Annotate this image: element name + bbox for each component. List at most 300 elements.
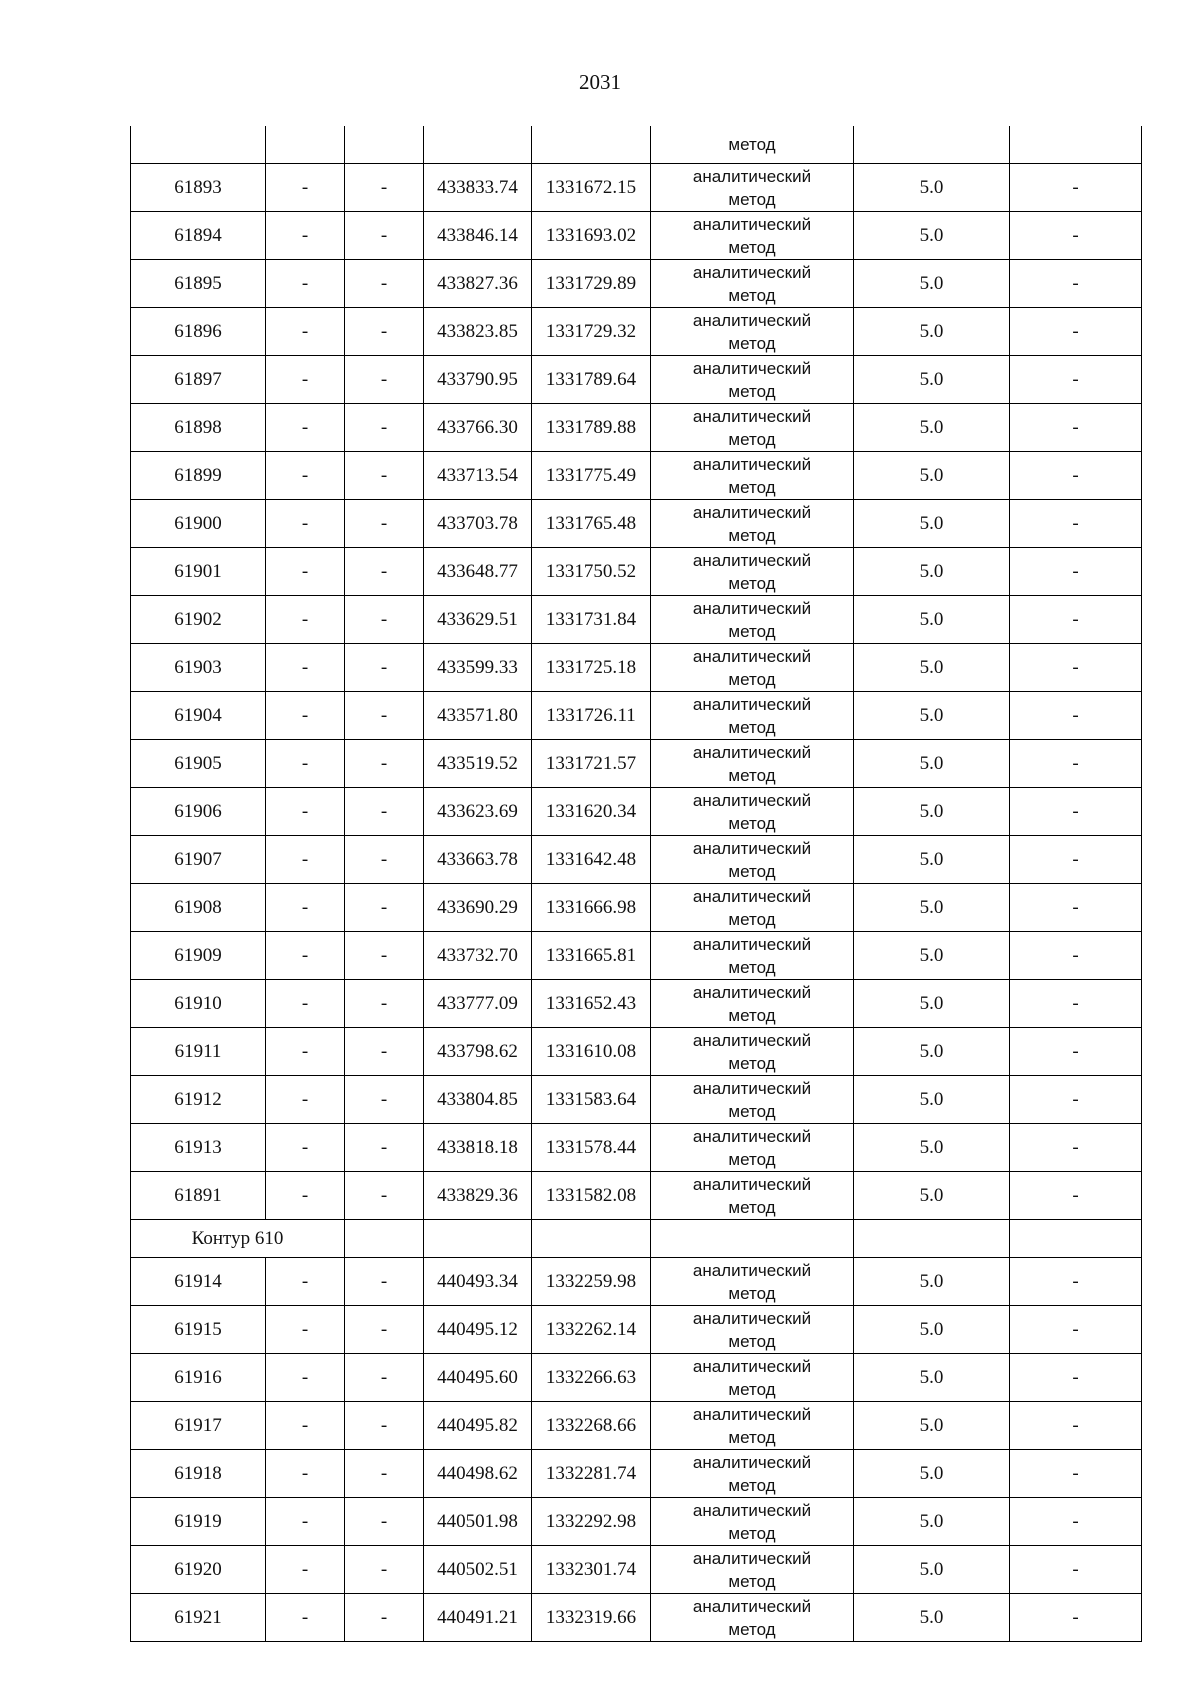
method-line: аналитический [692,406,812,426]
x-coordinate-cell: 440498.62 [424,1450,532,1498]
x-coordinate-cell: 433648.77 [424,548,532,596]
table-row [131,1306,1142,1354]
x-coordinate-cell: 433703.78 [424,500,532,548]
method-cell [651,164,854,212]
dash-cell: - [345,1028,424,1076]
accuracy-cell: 5.0 [854,404,1010,452]
method-line: аналитический [692,454,812,474]
point-number-cell: 61913 [131,1124,266,1172]
dash-cell: - [1010,1306,1142,1354]
table-cell [424,1220,532,1258]
x-coordinate-cell: 433846.14 [424,212,532,260]
method-line: метод [728,1149,776,1169]
dash-cell: - [1010,836,1142,884]
dash-cell: - [345,164,424,212]
x-coordinate-cell: 440495.12 [424,1306,532,1354]
dash-cell: - [345,1402,424,1450]
method-cell [651,308,854,356]
point-number-cell: 61909 [131,932,266,980]
method-line: аналитический [692,1548,812,1568]
accuracy-cell: 5.0 [854,596,1010,644]
table-cell [345,126,424,164]
dash-cell: - [266,1402,345,1450]
y-coordinate-cell: 1331750.52 [532,548,651,596]
point-number-cell: 61916 [131,1354,266,1402]
dash-cell: - [266,1354,345,1402]
method-line: аналитический [692,1174,812,1194]
dash-cell: - [266,308,345,356]
table-row [131,1172,1142,1220]
accuracy-cell: 5.0 [854,212,1010,260]
y-coordinate-cell: 1332319.66 [532,1594,651,1642]
dash-cell: - [266,452,345,500]
method-line: метод [728,237,776,257]
dash-cell: - [345,1306,424,1354]
table-row [131,1076,1142,1124]
method-line: аналитический [692,1308,812,1328]
x-coordinate-cell: 440495.82 [424,1402,532,1450]
dash-cell: - [266,1258,345,1306]
dash-cell: - [266,548,345,596]
dash-cell: - [266,596,345,644]
x-coordinate-cell: 433829.36 [424,1172,532,1220]
dash-cell: - [266,1546,345,1594]
dash-cell: - [345,692,424,740]
dash-cell: - [266,1450,345,1498]
method-line: аналитический [692,694,812,714]
x-coordinate-cell: 433732.70 [424,932,532,980]
y-coordinate-cell: 1332268.66 [532,1402,651,1450]
method-line: метод [728,957,776,977]
dash-cell: - [345,1076,424,1124]
method-line: метод [728,573,776,593]
method-line: аналитический [692,646,812,666]
table-row [131,212,1142,260]
method-line: аналитический [692,886,812,906]
dash-cell: - [1010,404,1142,452]
dash-cell: - [1010,1498,1142,1546]
method-cell [651,740,854,788]
y-coordinate-cell: 1331620.34 [532,788,651,836]
x-coordinate-cell: 433790.95 [424,356,532,404]
point-number-cell: 61897 [131,356,266,404]
accuracy-cell: 5.0 [854,260,1010,308]
dash-cell: - [345,1258,424,1306]
dash-cell: - [345,260,424,308]
x-coordinate-cell: 440501.98 [424,1498,532,1546]
x-coordinate-cell: 433804.85 [424,1076,532,1124]
y-coordinate-cell: 1331789.64 [532,356,651,404]
dash-cell: - [1010,884,1142,932]
accuracy-cell: 5.0 [854,1306,1010,1354]
method-cell [651,788,854,836]
method-line: метод [728,525,776,545]
dash-cell: - [345,1450,424,1498]
x-coordinate-cell: 440502.51 [424,1546,532,1594]
x-coordinate-cell: 433623.69 [424,788,532,836]
method-line: аналитический [692,214,812,234]
point-number-cell: 61905 [131,740,266,788]
method-line: аналитический [692,1356,812,1376]
dash-cell: - [345,836,424,884]
y-coordinate-cell: 1331578.44 [532,1124,651,1172]
dash-cell: - [266,644,345,692]
accuracy-cell: 5.0 [854,836,1010,884]
point-number-cell: 61894 [131,212,266,260]
method-cell [651,692,854,740]
method-line: аналитический [692,742,812,762]
method-line: метод [728,1053,776,1073]
dash-cell: - [1010,260,1142,308]
point-number-cell: 61917 [131,1402,266,1450]
method-line: метод [728,189,776,209]
dash-cell: - [266,164,345,212]
table-row [131,548,1142,596]
method-line: метод [728,1331,776,1351]
table-cell [854,1220,1010,1258]
method-cell [651,980,854,1028]
dash-cell: - [1010,932,1142,980]
y-coordinate-cell: 1331666.98 [532,884,651,932]
accuracy-cell: 5.0 [854,452,1010,500]
dash-cell: - [266,212,345,260]
accuracy-cell: 5.0 [854,1076,1010,1124]
method-line: аналитический [692,358,812,378]
dash-cell: - [266,692,345,740]
method-cell [651,1594,854,1642]
method-line: метод [728,1427,776,1447]
method-line: аналитический [692,1404,812,1424]
x-coordinate-cell: 433629.51 [424,596,532,644]
method-cell [651,404,854,452]
method-line: аналитический [692,550,812,570]
method-line: метод [728,669,776,689]
point-number-cell: 61900 [131,500,266,548]
method-cell [651,596,854,644]
method-cell [651,1402,854,1450]
method-cell [651,1546,854,1594]
y-coordinate-cell: 1331725.18 [532,644,651,692]
dash-cell: - [345,548,424,596]
point-number-cell: 61919 [131,1498,266,1546]
accuracy-cell: 5.0 [854,692,1010,740]
point-number-cell: 61912 [131,1076,266,1124]
point-number-cell: 61911 [131,1028,266,1076]
dash-cell: - [345,740,424,788]
point-number-cell: 61918 [131,1450,266,1498]
table-row [131,1258,1142,1306]
dash-cell: - [1010,212,1142,260]
table-cell [651,1220,854,1258]
dash-cell: - [1010,164,1142,212]
x-coordinate-cell: 433571.80 [424,692,532,740]
method-cell [651,1172,854,1220]
dash-cell: - [1010,692,1142,740]
point-number-cell: 61915 [131,1306,266,1354]
table-cell [854,126,1010,164]
y-coordinate-cell: 1331789.88 [532,404,651,452]
coordinates-table [130,126,1142,1642]
section-row [131,1220,1142,1258]
accuracy-cell: 5.0 [854,356,1010,404]
method-line: аналитический [692,1078,812,1098]
dash-cell: - [345,596,424,644]
method-cell [651,356,854,404]
method-cell [651,1450,854,1498]
dash-cell: - [1010,980,1142,1028]
method-cell [651,884,854,932]
y-coordinate-cell: 1332281.74 [532,1450,651,1498]
x-coordinate-cell: 433833.74 [424,164,532,212]
point-number-cell: 61893 [131,164,266,212]
dash-cell: - [266,740,345,788]
method-line: аналитический [692,790,812,810]
method-line: метод [728,621,776,641]
accuracy-cell: 5.0 [854,932,1010,980]
method-line: аналитический [692,1126,812,1146]
method-line: аналитический [692,1452,812,1472]
dash-cell: - [266,1306,345,1354]
point-number-cell: 61906 [131,788,266,836]
dash-cell: - [266,1172,345,1220]
point-number-cell: 61896 [131,308,266,356]
dash-cell: - [345,452,424,500]
point-number-cell: 61902 [131,596,266,644]
y-coordinate-cell: 1331729.32 [532,308,651,356]
accuracy-cell: 5.0 [854,1402,1010,1450]
dash-cell: - [266,980,345,1028]
y-coordinate-cell: 1331693.02 [532,212,651,260]
method-line: метод [728,1523,776,1543]
accuracy-cell: 5.0 [854,980,1010,1028]
table-row [131,164,1142,212]
table-row [131,1546,1142,1594]
method-line: аналитический [692,310,812,330]
method-line: аналитический [692,1500,812,1520]
table-row [131,644,1142,692]
method-line: аналитический [692,934,812,954]
y-coordinate-cell: 1332262.14 [532,1306,651,1354]
page-number: 2031 [579,70,621,94]
accuracy-cell: 5.0 [854,1172,1010,1220]
accuracy-cell: 5.0 [854,1498,1010,1546]
x-coordinate-cell: 433519.52 [424,740,532,788]
x-coordinate-cell: 433777.09 [424,980,532,1028]
dash-cell: - [266,1076,345,1124]
table-cell [532,1220,651,1258]
y-coordinate-cell: 1331731.84 [532,596,651,644]
y-coordinate-cell: 1331610.08 [532,1028,651,1076]
table-row [131,1498,1142,1546]
table-row [131,836,1142,884]
dash-cell: - [345,980,424,1028]
dash-cell: - [266,836,345,884]
dash-cell: - [345,1172,424,1220]
dash-cell: - [1010,1172,1142,1220]
method-line: метод [728,909,776,929]
method-line: метод [728,1283,776,1303]
dash-cell: - [345,308,424,356]
method-cell [651,1076,854,1124]
table-row [131,932,1142,980]
dash-cell: - [345,1546,424,1594]
point-number-cell: 61898 [131,404,266,452]
table-cell [424,126,532,164]
table-row [131,260,1142,308]
continuation-row [131,126,1142,164]
accuracy-cell: 5.0 [854,1258,1010,1306]
dash-cell: - [266,932,345,980]
dash-cell: - [1010,1028,1142,1076]
method-line: метод [728,285,776,305]
table-row [131,1450,1142,1498]
method-line: метод [728,1619,776,1639]
dash-cell: - [1010,1594,1142,1642]
method-line: метод [728,1101,776,1121]
dash-cell: - [1010,500,1142,548]
point-number-cell: 61903 [131,644,266,692]
section-label: Контур 610 [131,1220,345,1258]
method-line: метод [728,1197,776,1217]
dash-cell: - [345,500,424,548]
method-line: метод [728,477,776,497]
dash-cell: - [266,260,345,308]
method-line: аналитический [692,1596,812,1616]
accuracy-cell: 5.0 [854,788,1010,836]
y-coordinate-cell: 1331721.57 [532,740,651,788]
method-cell [651,1258,854,1306]
dash-cell: - [266,1028,345,1076]
accuracy-cell: 5.0 [854,1546,1010,1594]
dash-cell: - [345,1124,424,1172]
x-coordinate-cell: 433713.54 [424,452,532,500]
table-row [131,356,1142,404]
table-row [131,1124,1142,1172]
table-row [131,884,1142,932]
table-cell [532,126,651,164]
x-coordinate-cell: 440495.60 [424,1354,532,1402]
table-row [131,788,1142,836]
dash-cell: - [345,644,424,692]
dash-cell: - [266,1498,345,1546]
accuracy-cell: 5.0 [854,308,1010,356]
y-coordinate-cell: 1331726.11 [532,692,651,740]
y-coordinate-cell: 1331652.43 [532,980,651,1028]
method-line: метод [728,1475,776,1495]
dash-cell: - [345,212,424,260]
y-coordinate-cell: 1332301.74 [532,1546,651,1594]
dash-cell: - [266,356,345,404]
x-coordinate-cell: 433823.85 [424,308,532,356]
method-line: аналитический [692,1030,812,1050]
dash-cell: - [345,404,424,452]
method-cell [651,1354,854,1402]
method-line: метод [728,717,776,737]
method-line: метод [728,765,776,785]
x-coordinate-cell: 440493.34 [424,1258,532,1306]
method-cell [651,932,854,980]
method-cell [651,452,854,500]
dash-cell: - [1010,740,1142,788]
dash-cell: - [1010,452,1142,500]
x-coordinate-cell: 433599.33 [424,644,532,692]
dash-cell: - [345,932,424,980]
dash-cell: - [266,1124,345,1172]
x-coordinate-cell: 433663.78 [424,836,532,884]
dash-cell: - [266,788,345,836]
accuracy-cell: 5.0 [854,1594,1010,1642]
dash-cell: - [1010,1546,1142,1594]
table-cell [266,126,345,164]
y-coordinate-cell: 1331583.64 [532,1076,651,1124]
method-cell [651,500,854,548]
accuracy-cell: 5.0 [854,548,1010,596]
method-line: метод [728,333,776,353]
dash-cell: - [1010,548,1142,596]
point-number-cell: 61891 [131,1172,266,1220]
table-row [131,308,1142,356]
x-coordinate-cell: 433827.36 [424,260,532,308]
y-coordinate-cell: 1331775.49 [532,452,651,500]
dash-cell: - [345,1354,424,1402]
accuracy-cell: 5.0 [854,164,1010,212]
y-coordinate-cell: 1331765.48 [532,500,651,548]
dash-cell: - [1010,1354,1142,1402]
method-cell [651,260,854,308]
x-coordinate-cell: 433818.18 [424,1124,532,1172]
table-cell [1010,126,1142,164]
dash-cell: - [1010,1402,1142,1450]
table-row [131,1402,1142,1450]
method-line: аналитический [692,502,812,522]
accuracy-cell: 5.0 [854,884,1010,932]
table-row [131,596,1142,644]
method-cell [651,1028,854,1076]
dash-cell: - [345,788,424,836]
dash-cell: - [1010,596,1142,644]
y-coordinate-cell: 1331672.15 [532,164,651,212]
accuracy-cell: 5.0 [854,500,1010,548]
dash-cell: - [266,1594,345,1642]
method-cell [651,644,854,692]
method-cell [651,1498,854,1546]
method-cell [651,836,854,884]
method-line: метод [728,429,776,449]
method-line: метод [728,1379,776,1399]
accuracy-cell: 5.0 [854,1450,1010,1498]
dash-cell: - [1010,644,1142,692]
point-number-cell: 61899 [131,452,266,500]
method-line: аналитический [692,838,812,858]
x-coordinate-cell: 433690.29 [424,884,532,932]
accuracy-cell: 5.0 [854,740,1010,788]
table-cell [1010,1220,1142,1258]
y-coordinate-cell: 1332259.98 [532,1258,651,1306]
point-number-cell: 61904 [131,692,266,740]
point-number-cell: 61921 [131,1594,266,1642]
accuracy-cell: 5.0 [854,644,1010,692]
table-row [131,980,1142,1028]
y-coordinate-cell: 1331642.48 [532,836,651,884]
method-line: аналитический [692,598,812,618]
table-row [131,740,1142,788]
x-coordinate-cell: 433766.30 [424,404,532,452]
table-row [131,1354,1142,1402]
y-coordinate-cell: 1332292.98 [532,1498,651,1546]
method-line: аналитический [692,262,812,282]
method-line: метод [728,381,776,401]
accuracy-cell: 5.0 [854,1354,1010,1402]
